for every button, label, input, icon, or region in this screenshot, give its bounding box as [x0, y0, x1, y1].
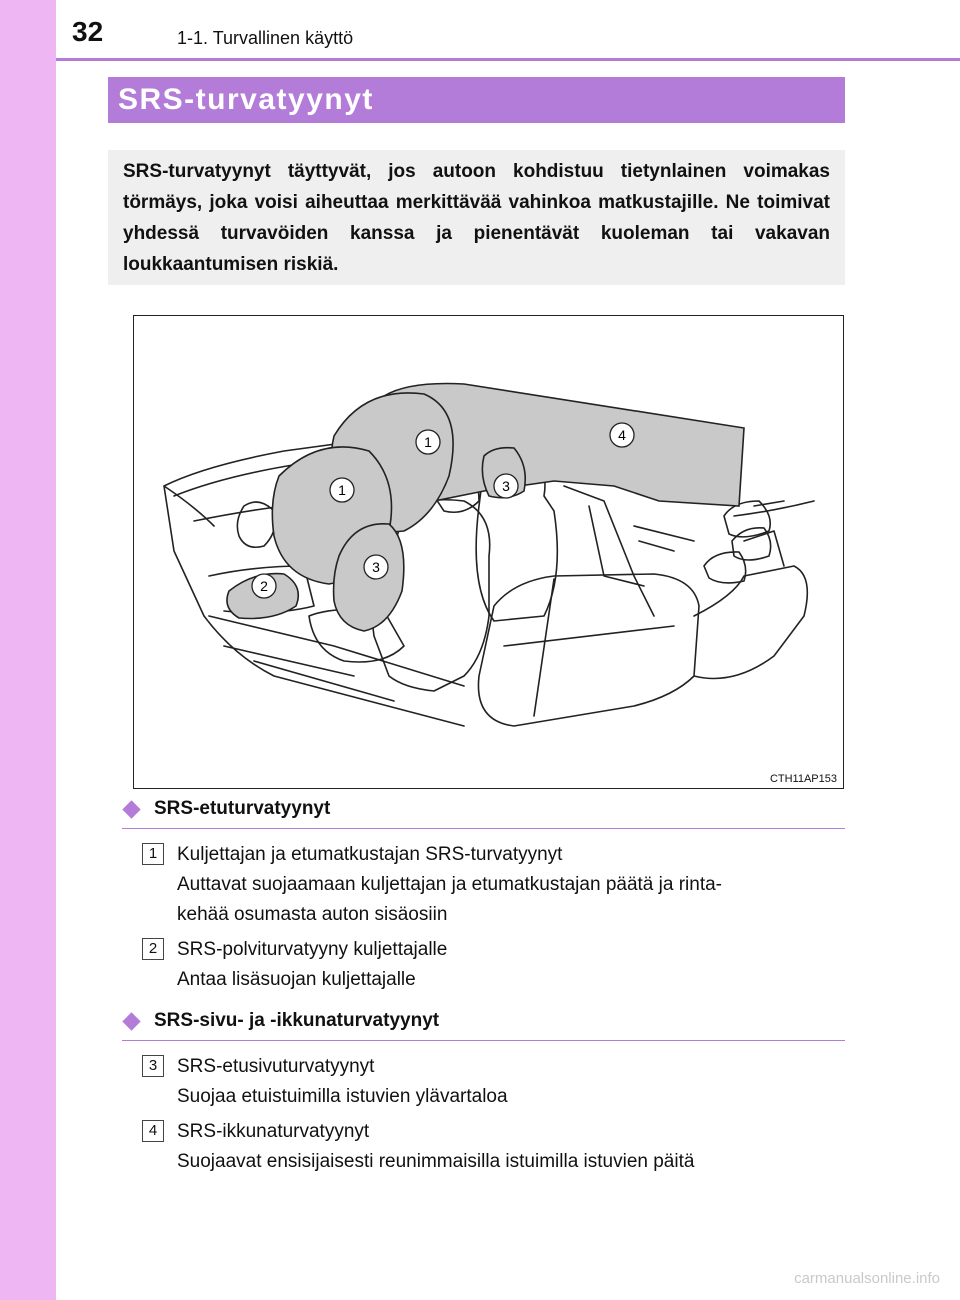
subhead-title: SRS-sivu- ja -ikkunaturvatyynyt — [154, 1010, 440, 1031]
intro-line: pienentävät kuoleman tai vakavan loukkaantumisen riskiä. — [123, 223, 830, 275]
callout-label: 1 — [338, 482, 346, 498]
item-line: Antaa lisäsuojan kuljettajalle — [177, 969, 416, 990]
callout-1-passenger — [416, 430, 440, 454]
item-line: Kuljettajan ja etumatkustajan SRS-turvatyynyt — [177, 844, 563, 865]
item-number-box: 3 — [142, 1055, 164, 1077]
intro-line: SRS-turvatyynyt täyttyvät, jos autoon kohdistuu tietynlainen — [123, 161, 727, 182]
item-text — [177, 840, 722, 930]
item-line: SRS-etusivuturvatyynyt — [177, 1056, 375, 1077]
item-line: Auttavat suojaamaan kuljettajan ja etumatkustajan päätä ja rinta- — [177, 874, 722, 895]
callout-1-driver — [330, 478, 354, 502]
subhead-side-curtain-airbags — [122, 1009, 845, 1035]
watermark: carmanualsonline.info — [794, 1270, 940, 1287]
callout-label: 2 — [260, 578, 268, 594]
item-line: SRS-ikkunaturvatyynyt — [177, 1121, 370, 1142]
item-number-box: 1 — [142, 843, 164, 865]
chapter-title: 1-1. Turvallinen käyttö — [177, 28, 354, 48]
item-number-box: 4 — [142, 1120, 164, 1142]
callout-4-curtain — [610, 423, 634, 447]
item-line: Suojaavat ensisijaisesti reunimmaisilla istuimilla istuvien päitä — [177, 1151, 695, 1172]
side-strip — [0, 0, 56, 1300]
intro-line: matkustajille. Ne toimivat yhdessä turvavöiden kanssa ja — [123, 192, 830, 244]
callout-label: 1 — [424, 434, 432, 450]
car-interior-drawing — [134, 316, 843, 788]
steering-wheel — [237, 502, 275, 547]
rear-door-outline — [734, 501, 814, 566]
section-banner — [108, 77, 845, 123]
page-number: 32 — [72, 16, 104, 47]
intro-text — [123, 156, 830, 280]
intro-box — [108, 150, 845, 285]
callout-label: 4 — [618, 427, 626, 443]
item-text — [177, 1052, 508, 1112]
header-divider — [56, 58, 960, 61]
callout-3-front-seat — [364, 555, 388, 579]
airbag-illustration — [133, 315, 844, 789]
door-outline — [564, 486, 694, 616]
item-text — [177, 935, 447, 995]
section-title: SRS-turvatyynyt — [118, 83, 374, 116]
item-number-box: 2 — [142, 938, 164, 960]
item-line: kehää osumasta auton sisäosiin — [177, 904, 448, 925]
subhead-divider — [122, 828, 845, 829]
callout-label: 3 — [502, 478, 510, 494]
rear-seat-headrests — [704, 501, 771, 583]
item-text — [177, 1117, 694, 1177]
diamond-bullet-icon — [122, 800, 140, 818]
callout-3-right-seat — [494, 474, 518, 498]
item-line: Suojaa etuistuimilla istuvien ylävartaloa — [177, 1086, 508, 1107]
callout-label: 3 — [372, 559, 380, 575]
subhead-front-airbags — [122, 797, 845, 823]
callout-2-knee — [252, 574, 276, 598]
diamond-bullet-icon — [122, 1012, 140, 1030]
subhead-title: SRS-etuturvatyynyt — [154, 798, 331, 819]
item-line: SRS-polviturvatyyny kuljettajalle — [177, 939, 448, 960]
figure-code: CTH11AP153 — [769, 773, 837, 785]
subhead-divider — [122, 1040, 845, 1041]
rear-seat — [478, 566, 807, 726]
intro-line: voimakas törmäys, joka voisi aiheuttaa merkittävää vahinkoa — [123, 161, 831, 213]
